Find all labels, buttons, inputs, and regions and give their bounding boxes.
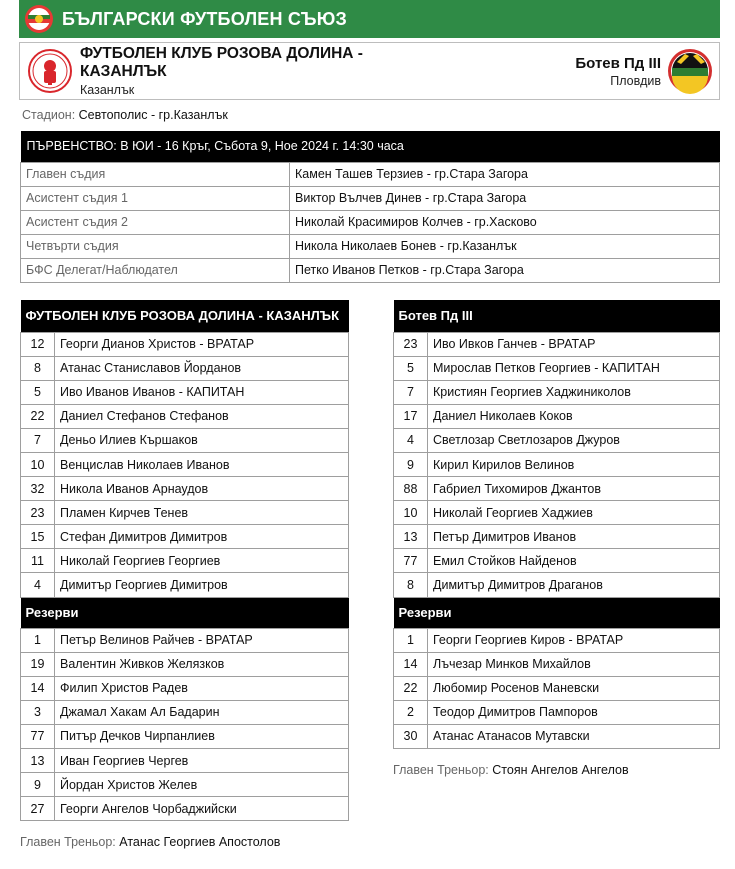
player-name[interactable]: Филип Христов Радев [55, 676, 349, 700]
player-row [21, 573, 349, 597]
player-row [394, 573, 720, 597]
player-name[interactable]: Валентин Живков Желязков [55, 652, 349, 676]
player-row [21, 652, 349, 676]
player-row [394, 477, 720, 501]
home-coach-label: Главен Треньор: [20, 835, 116, 849]
player-row [21, 797, 349, 821]
player-name[interactable]: Даниел Николаев Коков [428, 404, 720, 428]
player-row [394, 700, 720, 724]
player-number: 1 [394, 628, 428, 652]
player-row [21, 404, 349, 428]
federation-header [19, 0, 720, 38]
player-name[interactable]: Йордан Христов Желев [55, 773, 349, 797]
player-row [21, 356, 349, 380]
player-number: 13 [21, 749, 55, 773]
player-number: 14 [394, 652, 428, 676]
player-number: 27 [21, 797, 55, 821]
player-row [21, 549, 349, 573]
player-number: 10 [21, 452, 55, 476]
home-club-logo [28, 49, 72, 93]
player-name[interactable]: Атанас Атанасов Мутавски [428, 724, 720, 748]
player-number: 2 [394, 700, 428, 724]
player-number: 22 [21, 404, 55, 428]
player-name[interactable]: Иво Ивков Ганчев - ВРАТАР [428, 332, 720, 356]
player-name[interactable]: Николай Георгиев Георгиев [55, 549, 349, 573]
player-number: 7 [394, 380, 428, 404]
player-row [21, 773, 349, 797]
player-number: 88 [394, 477, 428, 501]
player-row [394, 676, 720, 700]
player-name[interactable]: Петър Димитров Иванов [428, 525, 720, 549]
player-name[interactable]: Светлозар Светлозаров Джуров [428, 428, 720, 452]
official-row [21, 234, 720, 258]
home-team-city: Казанлък [80, 83, 135, 97]
player-row [21, 477, 349, 501]
match-header [19, 42, 720, 100]
bfs-emblem-icon [24, 4, 54, 34]
player-number: 22 [394, 676, 428, 700]
player-number: 77 [394, 549, 428, 573]
officials-table [20, 131, 720, 283]
player-row [394, 724, 720, 748]
player-name[interactable]: Георги Дианов Христов - ВРАТАР [55, 332, 349, 356]
official-role: БФС Делегат/Наблюдател [21, 258, 290, 282]
player-row [21, 700, 349, 724]
player-number: 9 [21, 773, 55, 797]
away-lineup-table [393, 300, 720, 749]
player-name[interactable]: Иво Иванов Иванов - КАПИТАН [55, 380, 349, 404]
away-coach-label: Главен Треньор: [393, 763, 489, 777]
player-number: 13 [394, 525, 428, 549]
player-name[interactable]: Джамал Хакам Ал Бадарин [55, 700, 349, 724]
player-name[interactable]: Стефан Димитров Димитров [55, 525, 349, 549]
official-name: Петко Иванов Петков - гр.Стара Загора [290, 258, 720, 282]
player-name[interactable]: Димитър Димитров Драганов [428, 573, 720, 597]
player-row [21, 501, 349, 525]
stadium-label: Стадион: [22, 108, 76, 122]
player-name[interactable]: Лъчезар Минков Михайлов [428, 652, 720, 676]
home-team-name[interactable]: ФУТБОЛЕН КЛУБ РОЗОВА ДОЛИНА - КАЗАНЛЪК [80, 45, 363, 80]
player-number: 19 [21, 652, 55, 676]
official-row [21, 210, 720, 234]
player-row [394, 356, 720, 380]
home-lineup-heading: ФУТБОЛЕН КЛУБ РОЗОВА ДОЛИНА - КАЗАНЛЪК [21, 300, 349, 332]
official-row [21, 162, 720, 186]
player-number: 23 [394, 332, 428, 356]
player-name[interactable]: Деньо Илиев Кършаков [55, 428, 349, 452]
player-row [21, 452, 349, 476]
player-number: 11 [21, 549, 55, 573]
player-row [394, 452, 720, 476]
player-number: 12 [21, 332, 55, 356]
official-name: Камен Ташев Терзиев - гр.Стара Загора [290, 162, 720, 186]
player-name[interactable]: Кирил Кирилов Велинов [428, 452, 720, 476]
player-row [394, 652, 720, 676]
away-lineup-heading: Ботев Пд III [394, 300, 720, 332]
away-coach-name: Стоян Ангелов Ангелов [492, 763, 629, 777]
player-row [394, 628, 720, 652]
player-name[interactable]: Мирослав Петков Георгиев - КАПИТАН [428, 356, 720, 380]
player-name[interactable]: Димитър Георгиев Димитров [55, 573, 349, 597]
player-row [394, 549, 720, 573]
player-row [21, 676, 349, 700]
player-number: 77 [21, 724, 55, 748]
player-number: 5 [394, 356, 428, 380]
player-name[interactable]: Теодор Димитров Пампоров [428, 700, 720, 724]
player-name[interactable]: Венцислав Николаев Иванов [55, 452, 349, 476]
player-number: 5 [21, 380, 55, 404]
home-lineup-table [20, 300, 349, 821]
away-team-name[interactable]: Ботев Пд III [575, 55, 661, 72]
away-subs-heading: Резерви [394, 597, 720, 628]
player-row [394, 332, 720, 356]
player-row [21, 380, 349, 404]
player-row [394, 380, 720, 404]
player-name[interactable]: Габриел Тихомиров Джантов [428, 477, 720, 501]
player-row [21, 628, 349, 652]
player-name[interactable]: Даниел Стефанов Стефанов [55, 404, 349, 428]
player-row [394, 428, 720, 452]
player-name[interactable]: Иван Георгиев Чергев [55, 749, 349, 773]
player-number: 4 [394, 428, 428, 452]
player-name[interactable]: Георги Георгиев Киров - ВРАТАР [428, 628, 720, 652]
player-name[interactable]: Емил Стойков Найденов [428, 549, 720, 573]
player-number: 30 [394, 724, 428, 748]
player-row [21, 724, 349, 748]
player-number: 17 [394, 404, 428, 428]
player-number: 8 [21, 356, 55, 380]
player-row [394, 404, 720, 428]
player-name[interactable]: Никола Иванов Арнаудов [55, 477, 349, 501]
player-name[interactable]: Питър Дечков Чирпанлиев [55, 724, 349, 748]
player-number: 4 [21, 573, 55, 597]
official-role: Асистент съдия 2 [21, 210, 290, 234]
player-row [394, 525, 720, 549]
player-number: 14 [21, 676, 55, 700]
player-row [394, 501, 720, 525]
official-row [21, 186, 720, 210]
player-name[interactable]: Георги Ангелов Чорбаджийски [55, 797, 349, 821]
home-coach [20, 835, 280, 849]
official-name: Никола Николаев Бонев - гр.Казанлък [290, 234, 720, 258]
official-role: Асистент съдия 1 [21, 186, 290, 210]
player-number: 10 [394, 501, 428, 525]
official-role: Главен съдия [21, 162, 290, 186]
player-number: 7 [21, 428, 55, 452]
away-club-logo [667, 48, 713, 94]
player-row [21, 428, 349, 452]
home-subs-heading: Резерви [21, 597, 349, 628]
player-name[interactable]: Петър Велинов Райчев - ВРАТАР [55, 628, 349, 652]
competition-heading: ПЪРВЕНСТВО: В ЮИ - 16 Кръг, Събота 9, Ное 2024 г. 14:30 часа [21, 131, 720, 162]
player-number: 9 [394, 452, 428, 476]
player-row [21, 332, 349, 356]
player-number: 8 [394, 573, 428, 597]
official-row [21, 258, 720, 282]
player-number: 32 [21, 477, 55, 501]
away-team-city: Пловдив [610, 74, 661, 88]
player-number: 15 [21, 525, 55, 549]
player-number: 3 [21, 700, 55, 724]
player-number: 1 [21, 628, 55, 652]
player-name[interactable]: Любомир Росенов Маневски [428, 676, 720, 700]
federation-title: БЪЛГАРСКИ ФУТБОЛЕН СЪЮЗ [62, 8, 347, 29]
official-role: Четвърти съдия [21, 234, 290, 258]
player-row [21, 525, 349, 549]
away-coach [393, 763, 629, 777]
official-name: Николай Красимиров Колчев - гр.Хасково [290, 210, 720, 234]
home-coach-name: Атанас Георгиев Апостолов [119, 835, 281, 849]
player-row [21, 749, 349, 773]
stadium-value: Севтополис - гр.Казанлък [78, 108, 228, 122]
player-name[interactable]: Николай Георгиев Хаджиев [428, 501, 720, 525]
player-number: 23 [21, 501, 55, 525]
stadium-info [22, 108, 228, 122]
player-name[interactable]: Кристиян Георгиев Хаджиниколов [428, 380, 720, 404]
player-name[interactable]: Атанас Станиславов Йорданов [55, 356, 349, 380]
player-name[interactable]: Пламен Кирчев Тенев [55, 501, 349, 525]
official-name: Виктор Вълчев Динев - гр.Стара Загора [290, 186, 720, 210]
